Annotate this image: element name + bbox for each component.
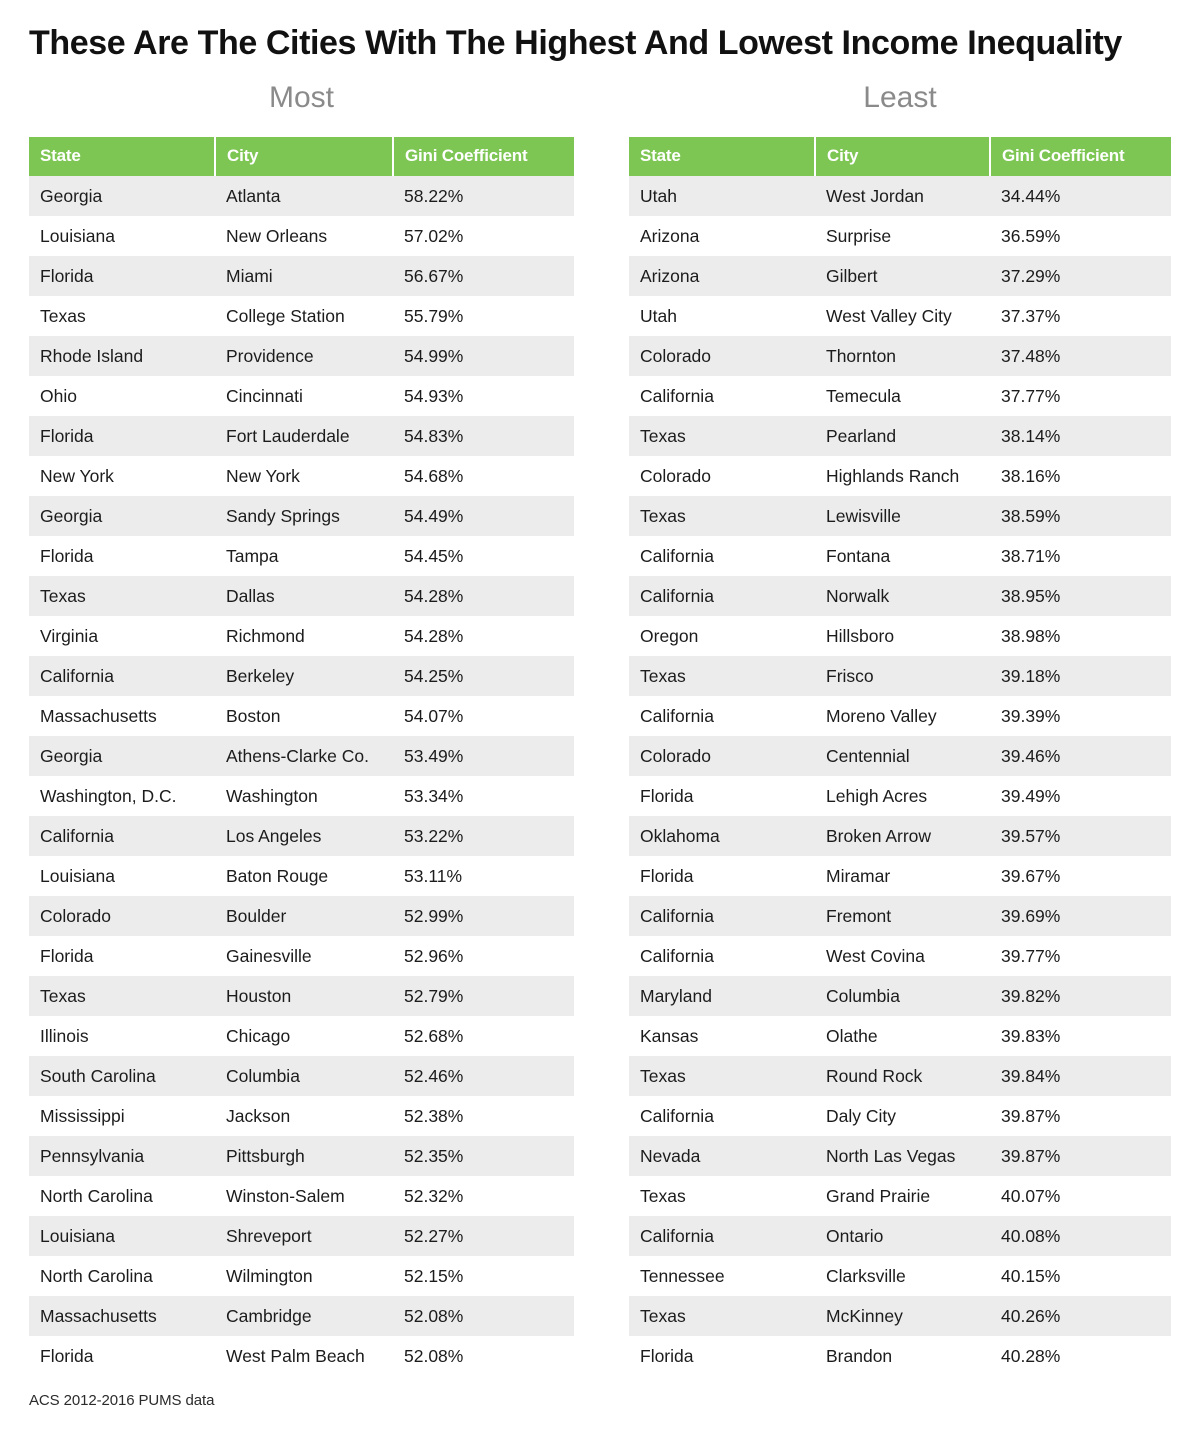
cell-state: Texas [629, 1176, 815, 1216]
cell-state: South Carolina [29, 1056, 215, 1096]
cell-state: Colorado [629, 336, 815, 376]
cell-city: Grand Prairie [815, 1176, 990, 1216]
cell-state: California [629, 896, 815, 936]
cell-city: Norwalk [815, 576, 990, 616]
table-row [629, 896, 1171, 936]
cell-state: Louisiana [29, 856, 215, 896]
cell-gini: 52.96% [393, 936, 574, 976]
cell-state: North Carolina [29, 1176, 215, 1216]
table-most-head [29, 137, 574, 176]
cell-state: Rhode Island [29, 336, 215, 376]
cell-city: Gainesville [215, 936, 393, 976]
cell-state: Utah [629, 176, 815, 216]
cell-state: Virginia [29, 616, 215, 656]
cell-city: McKinney [815, 1296, 990, 1336]
cell-state: Georgia [29, 736, 215, 776]
table-row [629, 1336, 1171, 1376]
column-header-city[interactable]: City [815, 137, 990, 176]
table-most [29, 137, 574, 1376]
table-row [29, 656, 574, 696]
cell-gini: 54.93% [393, 376, 574, 416]
cell-gini: 54.28% [393, 576, 574, 616]
cell-state: Maryland [629, 976, 815, 1016]
table-most-wrapper [29, 137, 574, 1376]
cell-city: Los Angeles [215, 816, 393, 856]
cell-gini: 54.28% [393, 616, 574, 656]
table-header-row [29, 137, 574, 176]
cell-city: West Valley City [815, 296, 990, 336]
cell-gini: 39.82% [990, 976, 1171, 1016]
table-row [29, 976, 574, 1016]
table-row [629, 496, 1171, 536]
cell-gini: 52.27% [393, 1216, 574, 1256]
cell-gini: 52.79% [393, 976, 574, 1016]
cell-gini: 38.59% [990, 496, 1171, 536]
cell-city: Sandy Springs [215, 496, 393, 536]
cell-gini: 54.45% [393, 536, 574, 576]
cell-city: Dallas [215, 576, 393, 616]
cell-state: Colorado [629, 736, 815, 776]
table-row [629, 296, 1171, 336]
table-row [29, 1296, 574, 1336]
cell-city: Jackson [215, 1096, 393, 1136]
cell-gini: 37.37% [990, 296, 1171, 336]
cell-state: Texas [29, 296, 215, 336]
column-header-city[interactable]: City [215, 137, 393, 176]
cell-state: Texas [29, 976, 215, 1016]
cell-gini: 38.16% [990, 456, 1171, 496]
cell-state: Texas [29, 576, 215, 616]
cell-city: Pittsburgh [215, 1136, 393, 1176]
cell-gini: 39.84% [990, 1056, 1171, 1096]
cell-state: North Carolina [29, 1256, 215, 1296]
cell-city: Ontario [815, 1216, 990, 1256]
cell-gini: 39.69% [990, 896, 1171, 936]
cell-gini: 38.71% [990, 536, 1171, 576]
cell-city: Shreveport [215, 1216, 393, 1256]
cell-city: Frisco [815, 656, 990, 696]
cell-state: Florida [29, 536, 215, 576]
cell-gini: 56.67% [393, 256, 574, 296]
table-row [629, 1296, 1171, 1336]
cell-state: Florida [29, 256, 215, 296]
cell-city: Highlands Ranch [815, 456, 990, 496]
cell-city: Surprise [815, 216, 990, 256]
table-row [629, 1176, 1171, 1216]
cell-city: West Covina [815, 936, 990, 976]
table-most-body [29, 176, 574, 1376]
cell-city: Boulder [215, 896, 393, 936]
cell-gini: 53.49% [393, 736, 574, 776]
cell-state: California [629, 1216, 815, 1256]
cell-state: California [629, 376, 815, 416]
table-row [629, 656, 1171, 696]
cell-city: Pearland [815, 416, 990, 456]
cell-state: Washington, D.C. [29, 776, 215, 816]
table-row [29, 696, 574, 736]
cell-state: New York [29, 456, 215, 496]
table-row [629, 416, 1171, 456]
cell-state: Colorado [29, 896, 215, 936]
cell-state: Utah [629, 296, 815, 336]
cell-gini: 39.67% [990, 856, 1171, 896]
table-row [29, 816, 574, 856]
cell-gini: 37.77% [990, 376, 1171, 416]
cell-gini: 39.46% [990, 736, 1171, 776]
cell-state: California [629, 1096, 815, 1136]
cell-city: Lehigh Acres [815, 776, 990, 816]
cell-state: California [629, 936, 815, 976]
cell-city: Atlanta [215, 176, 393, 216]
table-row [629, 336, 1171, 376]
table-row [29, 416, 574, 456]
cell-city: Providence [215, 336, 393, 376]
cell-city: College Station [215, 296, 393, 336]
cell-gini: 54.07% [393, 696, 574, 736]
table-row [629, 536, 1171, 576]
source-note: ACS 2012-2016 PUMS data [29, 1392, 215, 1409]
table-row [29, 576, 574, 616]
cell-city: Miami [215, 256, 393, 296]
panel-subtitles [0, 78, 1200, 122]
table-row [29, 376, 574, 416]
cell-city: Clarksville [815, 1256, 990, 1296]
cell-city: Washington [215, 776, 393, 816]
cell-city: Athens-Clarke Co. [215, 736, 393, 776]
table-row [629, 856, 1171, 896]
table-row [29, 1136, 574, 1176]
table-row [29, 496, 574, 536]
cell-state: Illinois [29, 1016, 215, 1056]
cell-state: Florida [29, 416, 215, 456]
cell-city: Miramar [815, 856, 990, 896]
cell-gini: 40.08% [990, 1216, 1171, 1256]
cell-state: Georgia [29, 496, 215, 536]
cell-gini: 52.08% [393, 1296, 574, 1336]
cell-gini: 53.34% [393, 776, 574, 816]
cell-city: Wilmington [215, 1256, 393, 1296]
cell-gini: 39.18% [990, 656, 1171, 696]
cell-city: Gilbert [815, 256, 990, 296]
cell-city: West Jordan [815, 176, 990, 216]
table-row [29, 1176, 574, 1216]
table-row [629, 1056, 1171, 1096]
cell-state: California [629, 696, 815, 736]
cell-state: Louisiana [29, 216, 215, 256]
cell-city: Round Rock [815, 1056, 990, 1096]
cell-city: Temecula [815, 376, 990, 416]
column-header-state[interactable]: State [29, 137, 215, 176]
cell-gini: 39.57% [990, 816, 1171, 856]
cell-state: Tennessee [629, 1256, 815, 1296]
cell-gini: 37.29% [990, 256, 1171, 296]
table-row [629, 1096, 1171, 1136]
cell-city: Olathe [815, 1016, 990, 1056]
table-row [629, 456, 1171, 496]
table-header-row [629, 137, 1171, 176]
cell-gini: 54.68% [393, 456, 574, 496]
table-least-wrapper [629, 137, 1171, 1376]
cell-state: Texas [629, 496, 815, 536]
cell-city: Columbia [815, 976, 990, 1016]
cell-gini: 52.99% [393, 896, 574, 936]
subtitle-most: Most [268, 81, 334, 114]
cell-gini: 55.79% [393, 296, 574, 336]
cell-gini: 54.49% [393, 496, 574, 536]
cell-city: North Las Vegas [815, 1136, 990, 1176]
cell-city: Hillsboro [815, 616, 990, 656]
cell-gini: 37.48% [990, 336, 1171, 376]
cell-state: Mississippi [29, 1096, 215, 1136]
table-row [29, 536, 574, 576]
cell-gini: 39.49% [990, 776, 1171, 816]
cell-gini: 34.44% [990, 176, 1171, 216]
cell-city: Moreno Valley [815, 696, 990, 736]
table-row [629, 216, 1171, 256]
cell-state: Massachusetts [29, 1296, 215, 1336]
cell-state: Florida [629, 856, 815, 896]
cell-state: Massachusetts [29, 696, 215, 736]
cell-state: Texas [629, 416, 815, 456]
cell-state: Florida [29, 1336, 215, 1376]
cell-city: Fremont [815, 896, 990, 936]
cell-gini: 39.83% [990, 1016, 1171, 1056]
cell-city: New Orleans [215, 216, 393, 256]
table-row [629, 1256, 1171, 1296]
table-row [629, 1216, 1171, 1256]
cell-gini: 52.46% [393, 1056, 574, 1096]
cell-state: Oklahoma [629, 816, 815, 856]
table-row [29, 856, 574, 896]
cell-city: Winston-Salem [215, 1176, 393, 1216]
cell-state: California [29, 816, 215, 856]
cell-gini: 39.87% [990, 1136, 1171, 1176]
cell-gini: 39.87% [990, 1096, 1171, 1136]
table-row [29, 456, 574, 496]
cell-state: Florida [629, 776, 815, 816]
table-row [629, 256, 1171, 296]
cell-gini: 39.39% [990, 696, 1171, 736]
cell-state: California [629, 536, 815, 576]
cell-city: Chicago [215, 1016, 393, 1056]
cell-city: Boston [215, 696, 393, 736]
cell-state: California [29, 656, 215, 696]
column-header-gini[interactable]: Gini Coefficient [393, 137, 574, 176]
table-row [629, 576, 1171, 616]
column-header-gini[interactable]: Gini Coefficient [990, 137, 1171, 176]
cell-gini: 52.08% [393, 1336, 574, 1376]
cell-city: Thornton [815, 336, 990, 376]
cell-gini: 52.15% [393, 1256, 574, 1296]
cell-state: Texas [629, 1296, 815, 1336]
cell-city: Broken Arrow [815, 816, 990, 856]
cell-state: Florida [629, 1336, 815, 1376]
cell-gini: 38.95% [990, 576, 1171, 616]
cell-state: Ohio [29, 376, 215, 416]
column-header-state[interactable]: State [629, 137, 815, 176]
cell-state: Louisiana [29, 1216, 215, 1256]
cell-state: Florida [29, 936, 215, 976]
page-title: These Are The Cities With The Highest And Lowest Income Inequality [29, 24, 1122, 62]
cell-state: Arizona [629, 216, 815, 256]
table-row [629, 736, 1171, 776]
cell-gini: 36.59% [990, 216, 1171, 256]
cell-gini: 38.14% [990, 416, 1171, 456]
table-row [629, 176, 1171, 216]
table-row [29, 1336, 574, 1376]
cell-city: Fort Lauderdale [215, 416, 393, 456]
table-row [629, 696, 1171, 736]
table-row [29, 1096, 574, 1136]
cell-city: Berkeley [215, 656, 393, 696]
table-row [29, 936, 574, 976]
cell-gini: 40.07% [990, 1176, 1171, 1216]
cell-gini: 38.98% [990, 616, 1171, 656]
cell-city: New York [215, 456, 393, 496]
cell-city: Cambridge [215, 1296, 393, 1336]
table-row [29, 1216, 574, 1256]
cell-gini: 40.15% [990, 1256, 1171, 1296]
table-row [29, 776, 574, 816]
cell-gini: 57.02% [393, 216, 574, 256]
cell-state: California [629, 576, 815, 616]
cell-gini: 39.77% [990, 936, 1171, 976]
cell-gini: 40.28% [990, 1336, 1171, 1376]
cell-city: Richmond [215, 616, 393, 656]
cell-gini: 52.68% [393, 1016, 574, 1056]
cell-state: Kansas [629, 1016, 815, 1056]
cell-state: Colorado [629, 456, 815, 496]
cell-city: Tampa [215, 536, 393, 576]
cell-city: Brandon [815, 1336, 990, 1376]
cell-state: Nevada [629, 1136, 815, 1176]
cell-state: Oregon [629, 616, 815, 656]
cell-city: Columbia [215, 1056, 393, 1096]
table-row [29, 1256, 574, 1296]
cell-gini: 53.22% [393, 816, 574, 856]
table-row [29, 336, 574, 376]
cell-state: Texas [629, 656, 815, 696]
table-row [29, 216, 574, 256]
cell-gini: 53.11% [393, 856, 574, 896]
cell-gini: 52.32% [393, 1176, 574, 1216]
cell-city: Daly City [815, 1096, 990, 1136]
table-row [29, 1016, 574, 1056]
table-row [629, 936, 1171, 976]
subtitle-least: Least [863, 81, 937, 114]
table-row [629, 976, 1171, 1016]
table-least-head [629, 137, 1171, 176]
cell-state: Pennsylvania [29, 1136, 215, 1176]
table-row [29, 256, 574, 296]
table-row [629, 1136, 1171, 1176]
table-row [29, 1056, 574, 1096]
table-row [29, 176, 574, 216]
cell-gini: 54.83% [393, 416, 574, 456]
cell-city: Centennial [815, 736, 990, 776]
cell-gini: 52.38% [393, 1096, 574, 1136]
cell-state: Texas [629, 1056, 815, 1096]
table-row [29, 296, 574, 336]
cell-city: Lewisville [815, 496, 990, 536]
table-row [29, 896, 574, 936]
cell-city: Houston [215, 976, 393, 1016]
table-row [29, 736, 574, 776]
table-row [629, 1016, 1171, 1056]
table-row [629, 816, 1171, 856]
table-least [629, 137, 1171, 1376]
table-row [629, 776, 1171, 816]
cell-state: Georgia [29, 176, 215, 216]
table-row [29, 616, 574, 656]
table-row [629, 376, 1171, 416]
cell-gini: 40.26% [990, 1296, 1171, 1336]
cell-gini: 52.35% [393, 1136, 574, 1176]
table-row [629, 616, 1171, 656]
cell-state: Arizona [629, 256, 815, 296]
cell-city: West Palm Beach [215, 1336, 393, 1376]
cell-city: Cincinnati [215, 376, 393, 416]
table-least-body [629, 176, 1171, 1376]
cell-gini: 54.25% [393, 656, 574, 696]
cell-gini: 58.22% [393, 176, 574, 216]
cell-city: Fontana [815, 536, 990, 576]
cell-city: Baton Rouge [215, 856, 393, 896]
cell-gini: 54.99% [393, 336, 574, 376]
